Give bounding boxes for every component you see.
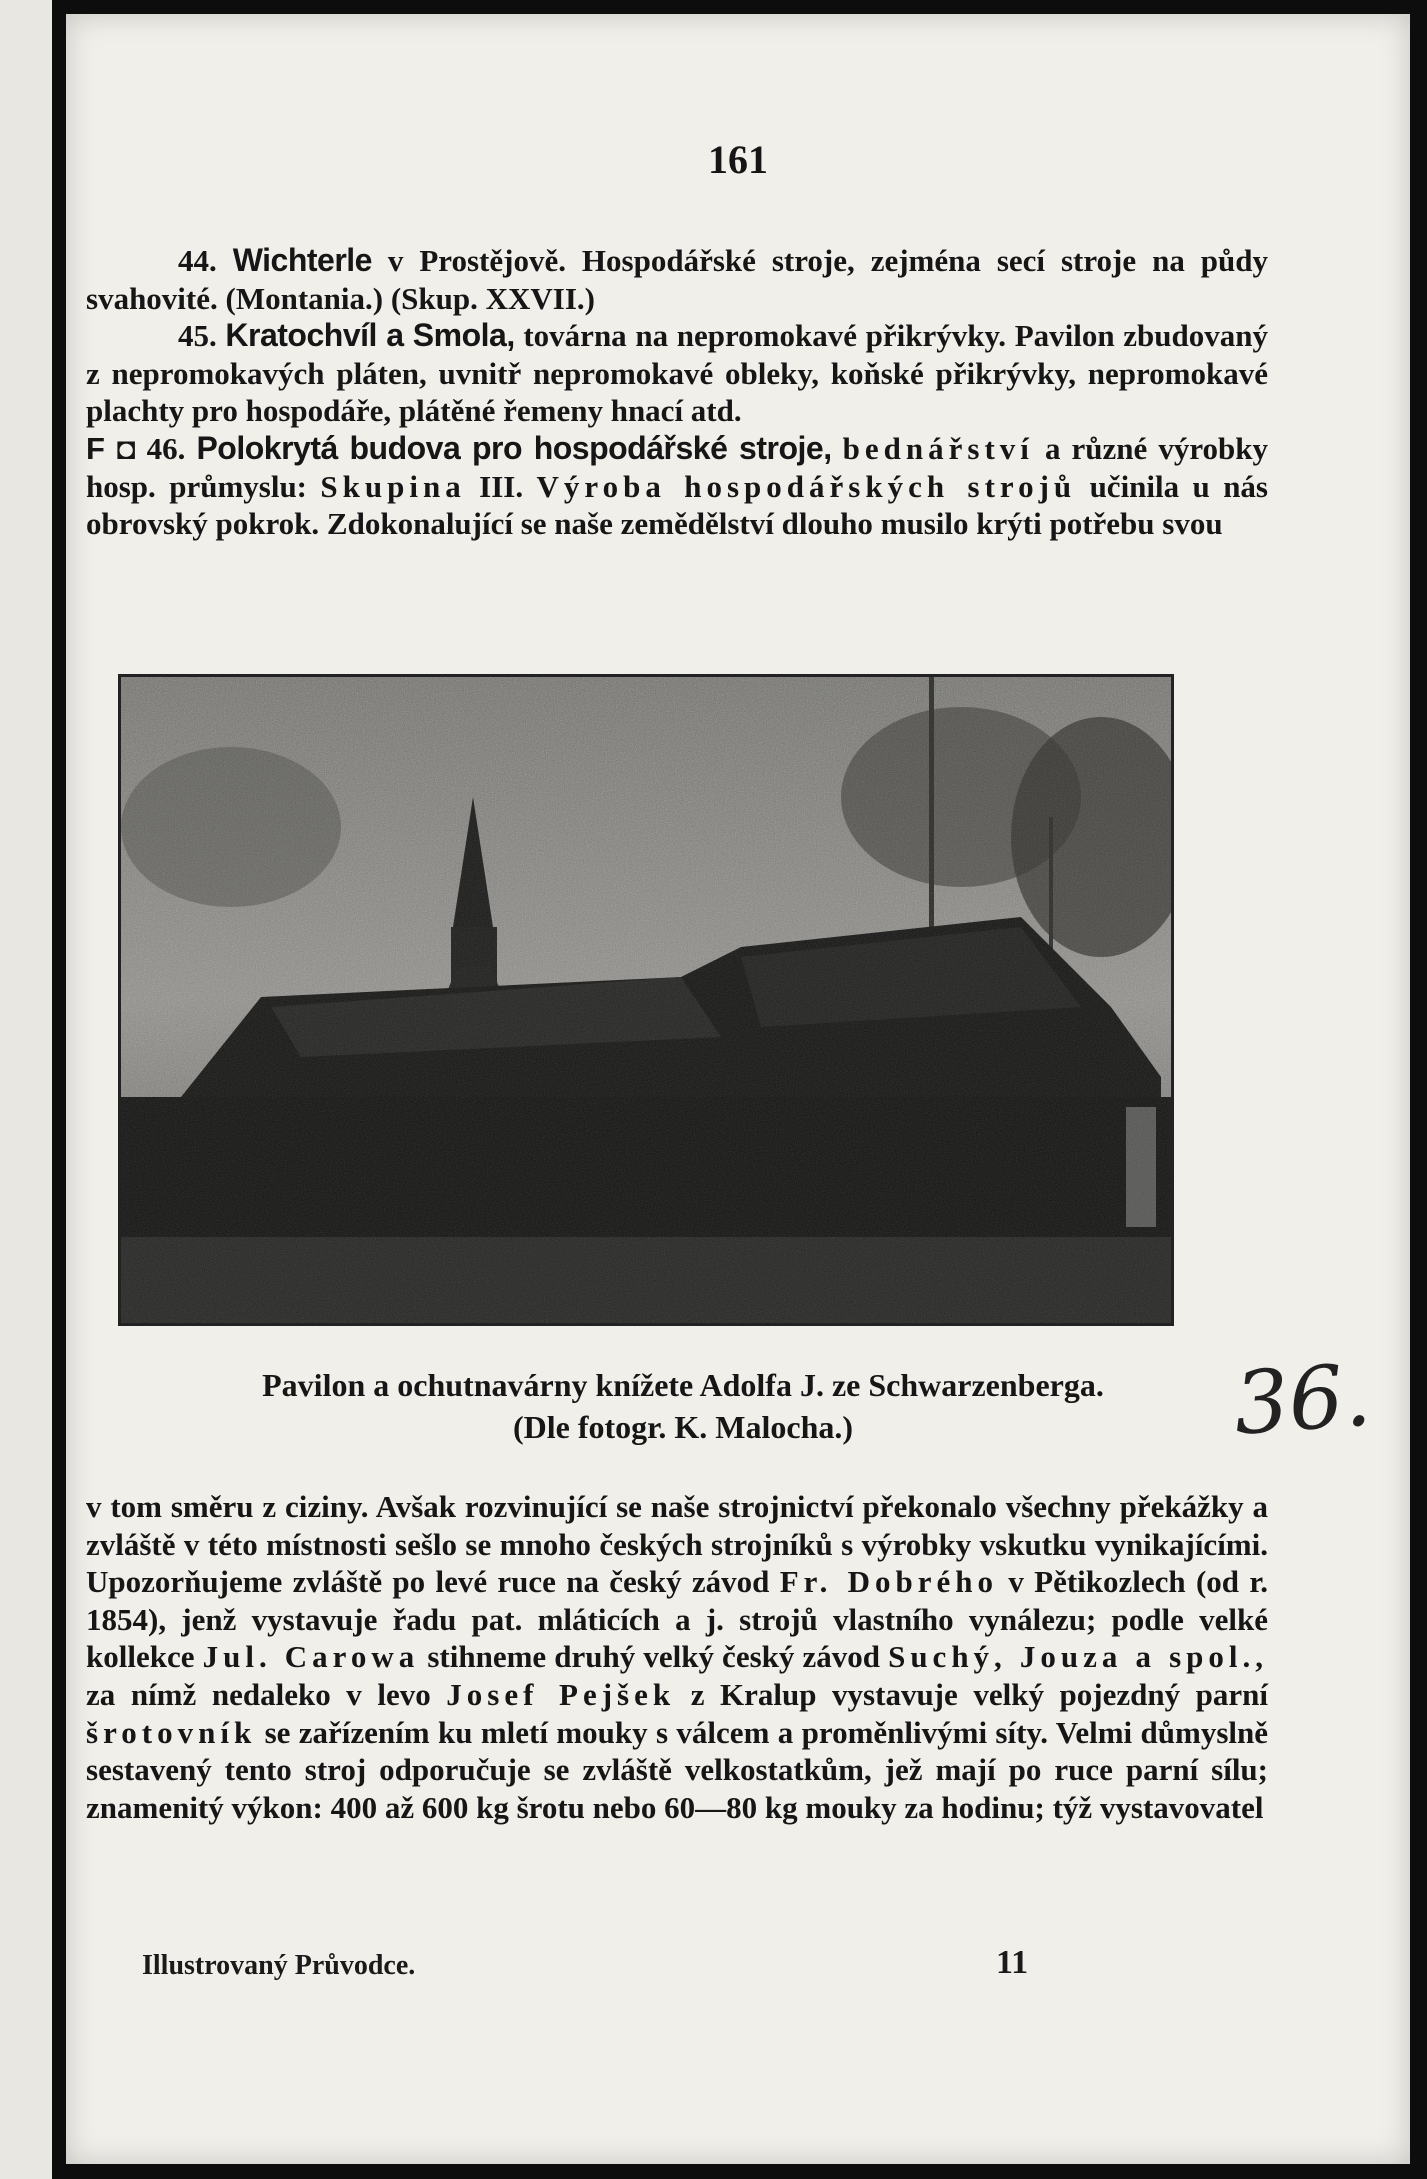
footer-book-title: Illustrovaný Průvodce.	[142, 1950, 416, 1981]
entry-45-number: 45.	[178, 318, 217, 354]
book-page	[66, 14, 1410, 2164]
text-bottom	[86, 1488, 1268, 1826]
text-top	[86, 242, 1268, 543]
photo-caption	[118, 1364, 1248, 1448]
footer-signature-number: 11	[996, 1944, 1029, 1981]
body-text-5: z Kralup vystavuje velký pojezdný parní	[690, 1676, 1269, 1712]
body-spaced-1: Fr. Dobrého	[779, 1564, 999, 1600]
entry-46-text-2: III.	[479, 468, 524, 504]
body-spaced-2: Jul. Carowa	[202, 1639, 420, 1675]
entry-44-name: Wichterle	[232, 242, 372, 278]
entry-46	[86, 430, 1268, 543]
adjacent-page-edge	[0, 0, 52, 2179]
entry-45-text: továrna na nepromokavé přikrývky. Pavilon zbudovaný z nepromokavých pláten, uvnitř nepromokavé obleky, koňské přikrývky, nepromokavé plachty pro hospodáře, plátěné řemeny hnací atd.	[86, 318, 1268, 429]
body-text-4: za nímž nedaleko v levo	[86, 1676, 431, 1712]
entry-46-spaced-1: bednářství	[842, 430, 1034, 466]
entry-45-name: Kratochvíl a Smola,	[225, 317, 515, 354]
entry-46-spaced-2: Skupina	[320, 468, 466, 504]
body-text-1: v tom směru z ciziny. Avšak rozvinující se naše strojnictví překonalo všechny překážky a zvláště v této místnosti sešlo se mnoho českých strojníků s výrobky vskutku vynikajícími. Upozorňujeme zvláště po levé ruce na český závod	[86, 1489, 1268, 1600]
pavilion-photograph	[118, 674, 1174, 1326]
body-text-3: stihneme druhý velký český závod	[427, 1639, 880, 1675]
entry-44-number: 44.	[178, 243, 217, 278]
pavilion-photo-image	[121, 677, 1171, 1323]
entry-45	[86, 317, 1268, 430]
entry-46-spaced-3: Výroba hospodářských strojů	[536, 468, 1077, 504]
entry-46-name: Polokrytá budova pro hospodářské stroje,	[196, 429, 832, 466]
entry-46-number: 46.	[146, 430, 186, 466]
page-number: 161	[708, 137, 768, 182]
entry-44-text: v Prostějově. Hospodářské stroje, zejména secí stroje na půdy svahovité. (Montania.) (Skup. XXVII.)	[86, 243, 1269, 316]
body-text-2: v Pětikozlech (od r. 1854), jenž vystavuje řadu pat. mláticích a j. strojů vlastního vynálezu; podle velké kollekce	[86, 1564, 1268, 1675]
body-spaced-4: Josef Pejšek	[446, 1676, 676, 1712]
entry-44	[86, 242, 1268, 317]
body-paragraph	[86, 1488, 1268, 1826]
body-text-6: se zařízením ku mletí mouky s válcem a proměnlivými síty. Velmi důmyslně sestavený tento stroj odporučuje se zvláště velkostatkům, jež mají po ruce parní sílu; znamenitý výkon: 400 až 600 kg šrotu nebo 60—80 kg mouky za hodinu; týž vystavovatel	[86, 1714, 1268, 1825]
entry-46-text-3: učinila u nás obrovský pokrok. Zdokonalující se naše zemědělství dlouho musilo krýti potřebu svou	[86, 468, 1268, 542]
entry-46-marker: F ◘	[86, 430, 136, 466]
body-spaced-5: šrotovník	[86, 1714, 257, 1750]
caption-line-1: Pavilon a ochutnavárny knížete Adolfa J. ze Schwarzenberga.	[262, 1367, 1104, 1403]
caption-line-2: (Dle fotogr. K. Malocha.)	[512, 1409, 854, 1445]
body-spaced-3: Suchý, Jouza a spol.,	[888, 1639, 1269, 1675]
handwritten-mark: 36.	[1230, 1345, 1375, 1455]
entry-46-text-1: a různé výrobky hosp. průmyslu:	[86, 430, 1269, 504]
